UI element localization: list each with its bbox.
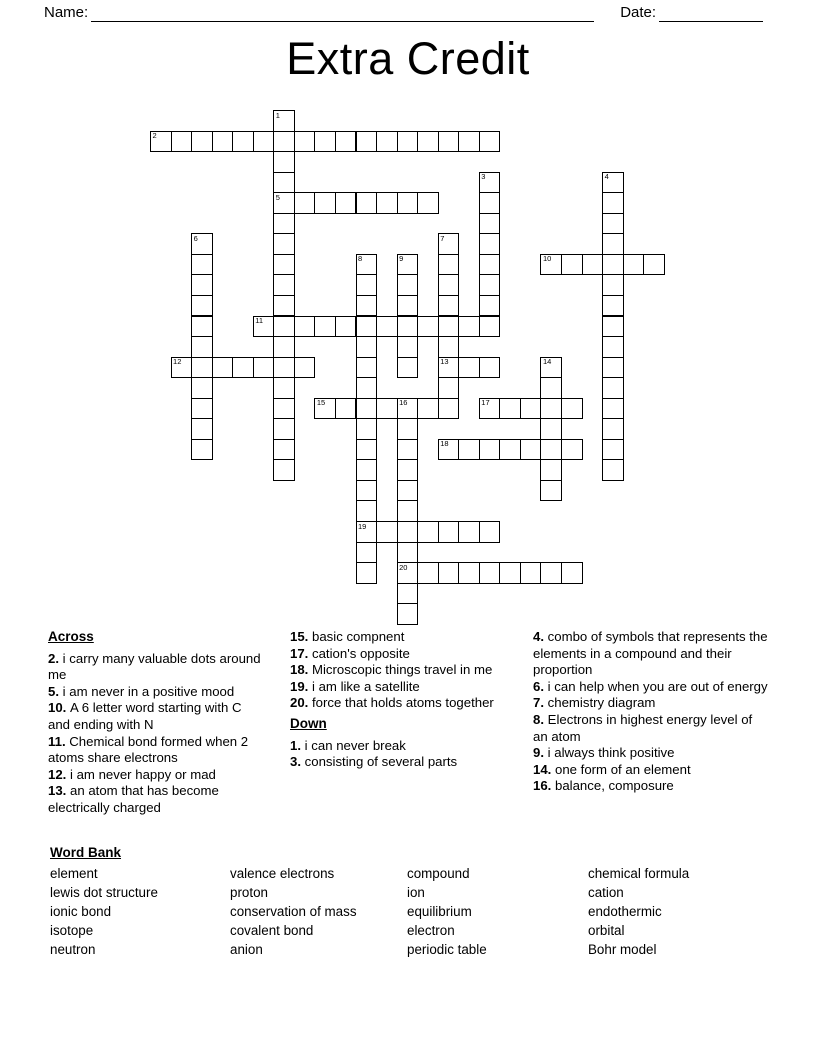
grid-cell — [356, 336, 378, 358]
grid-cell — [397, 500, 419, 522]
word-bank-item: anion — [230, 942, 263, 957]
grid-cell — [356, 398, 378, 420]
grid-cell — [540, 562, 562, 584]
grid-cell — [582, 254, 604, 276]
cell-number: 15 — [316, 398, 326, 408]
clue-number: 6. — [533, 678, 548, 694]
grid-cell — [397, 480, 419, 502]
cell-number: 13 — [440, 357, 449, 367]
grid-cell — [479, 295, 501, 317]
grid-cell — [602, 398, 624, 420]
word-bank-item: orbital — [588, 923, 625, 938]
cell-number: 4 — [604, 172, 609, 182]
word-bank-item: isotope — [50, 923, 94, 938]
grid-cell — [417, 316, 439, 338]
grid-cell — [540, 398, 562, 420]
grid-cell — [273, 254, 295, 276]
grid-cell — [273, 418, 295, 440]
cell-number: 18 — [440, 439, 449, 449]
down-heading: Down — [290, 715, 327, 731]
cell-number: 5 — [275, 192, 280, 202]
word-bank-column-3 — [407, 864, 487, 959]
cell-number: 11 — [255, 316, 264, 325]
grid-cell — [273, 233, 295, 255]
cell-number: 2 — [152, 131, 157, 141]
grid-cell — [602, 254, 624, 276]
grid-cell — [273, 295, 295, 317]
grid-cell — [376, 131, 398, 153]
grid-cell — [458, 439, 480, 461]
grid-cell — [356, 542, 378, 564]
grid-cell — [356, 192, 378, 214]
grid-cell — [397, 274, 419, 296]
clue-10: 10. A 6 letter word starting with C and ending with N — [48, 700, 242, 732]
grid-cell — [191, 295, 213, 317]
grid-cell — [191, 398, 213, 420]
grid-cell — [561, 398, 583, 420]
grid-cell — [273, 274, 295, 296]
grid-cell — [356, 480, 378, 502]
grid-cell — [520, 562, 542, 584]
clue-18: 18. Microscopic things travel in me — [290, 662, 493, 678]
word-bank-item: Bohr model — [588, 942, 657, 957]
grid-cell — [602, 233, 624, 255]
grid-cell — [171, 131, 193, 153]
grid-cell — [458, 562, 480, 584]
clue-14: 14. one form of an element — [533, 761, 691, 777]
grid-cell — [417, 131, 439, 153]
grid-cell — [479, 131, 501, 153]
clue-17: 17. cation's opposite — [290, 645, 410, 661]
clue-2: 2. i carry many valuable dots around me — [48, 650, 261, 683]
grid-cell — [458, 316, 480, 338]
grid-cell — [602, 439, 624, 461]
grid-cell — [397, 336, 419, 358]
word-bank-item: covalent bond — [230, 923, 314, 938]
clue-number: 20. — [290, 695, 312, 711]
grid-cell — [232, 131, 254, 153]
grid-cell — [438, 316, 460, 338]
grid-cell — [356, 459, 378, 481]
grid-cell — [643, 254, 665, 276]
clue-number: 10. — [48, 700, 70, 716]
grid-cell — [520, 398, 542, 420]
clue-column-3 — [533, 629, 769, 795]
word-bank-column-4 — [588, 864, 689, 959]
grid-cell — [561, 254, 583, 276]
cell-number: 19 — [358, 521, 367, 531]
clue-1: 1. i can never break — [290, 737, 406, 753]
grid-cell — [499, 562, 521, 584]
grid-cell — [458, 521, 480, 543]
cell-number: 9 — [399, 254, 404, 264]
grid-cell — [356, 562, 378, 584]
grid-cell — [397, 295, 419, 317]
word-bank-item: endothermic — [588, 904, 662, 919]
grid-cell — [212, 131, 234, 153]
grid-cell — [314, 131, 336, 153]
grid-cell — [191, 439, 213, 461]
clue-number: 12. — [48, 766, 70, 782]
grid-cell — [479, 274, 501, 296]
word-bank-item: cation — [588, 885, 624, 900]
grid-cell — [335, 316, 357, 338]
grid-cell — [479, 562, 501, 584]
worksheet-title: Extra Credit — [286, 33, 530, 84]
date-underline — [659, 3, 763, 22]
grid-cell — [602, 357, 624, 379]
clue-15: 15. basic compnent — [290, 629, 405, 644]
grid-cell — [191, 357, 213, 379]
grid-cell — [191, 131, 213, 153]
grid-cell — [458, 357, 480, 379]
grid-cell — [397, 439, 419, 461]
grid-cell — [376, 316, 398, 338]
grid-cell — [397, 542, 419, 564]
clue-number: 13. — [48, 783, 70, 799]
grid-cell — [356, 500, 378, 522]
grid-cell — [397, 418, 419, 440]
grid-cell — [438, 521, 460, 543]
clue-20: 20. force that holds atoms together — [290, 695, 494, 711]
grid-cell — [602, 316, 624, 338]
word-bank-item: electron — [407, 923, 455, 938]
word-bank-item: valence electrons — [230, 866, 335, 881]
cell-number: 17 — [481, 398, 490, 408]
clue-12: 12. i am never happy or mad — [48, 766, 216, 782]
grid-cell — [356, 316, 378, 338]
cell-number: 12 — [173, 357, 182, 367]
grid-cell — [438, 336, 460, 358]
grid-cell — [397, 254, 419, 276]
clue-number: 19. — [290, 678, 312, 694]
grid-cell — [479, 316, 501, 338]
grid-cell — [397, 583, 419, 605]
grid-cell — [253, 316, 275, 338]
word-bank-item: compound — [407, 866, 470, 881]
grid-cell — [479, 521, 501, 543]
grid-cell — [273, 439, 295, 461]
grid-cell — [397, 459, 419, 481]
clue-number: 11. — [48, 733, 70, 749]
grid-cell — [376, 521, 398, 543]
grid-cell — [294, 316, 316, 338]
grid-cell — [376, 398, 398, 420]
grid-cell — [335, 192, 357, 214]
grid-cell — [602, 172, 624, 194]
word-bank-item: conservation of mass — [230, 904, 357, 919]
grid-cell — [438, 439, 460, 461]
clue-number: 2. — [48, 650, 63, 666]
grid-cell — [294, 357, 316, 379]
grid-cell — [417, 398, 439, 420]
clue-9: 9. i always think positive — [533, 745, 675, 761]
grid-cell — [150, 131, 172, 153]
name-underline — [91, 3, 594, 22]
grid-cell — [520, 439, 542, 461]
clue-number: 18. — [290, 662, 312, 678]
grid-cell — [356, 521, 378, 543]
grid-cell — [376, 192, 398, 214]
clue-5: 5. i am never in a positive mood — [48, 683, 235, 699]
word-bank-item: lewis dot structure — [50, 885, 158, 900]
clue-number: 5. — [48, 683, 63, 699]
grid-cell — [191, 418, 213, 440]
header — [44, 3, 774, 22]
word-bank-column-1 — [50, 864, 158, 959]
clue-19: 19. i am like a satellite — [290, 678, 420, 694]
grid-cell — [479, 233, 501, 255]
clue-number: 1. — [290, 737, 305, 753]
grid-cell — [356, 357, 378, 379]
grid-cell — [540, 480, 562, 502]
grid-cell — [479, 357, 501, 379]
clue-number: 9. — [533, 745, 548, 761]
grid-cell — [273, 172, 295, 194]
word-bank-item: ionic bond — [50, 904, 112, 919]
grid-cell — [191, 254, 213, 276]
grid-cell — [191, 377, 213, 399]
word-bank-item: periodic table — [407, 942, 487, 957]
grid-cell — [540, 439, 562, 461]
grid-cell — [356, 377, 378, 399]
grid-cell — [540, 418, 562, 440]
clue-number: 17. — [290, 645, 312, 661]
grid-cell — [294, 192, 316, 214]
clue-7: 7. chemistry diagram — [533, 695, 656, 711]
grid-cell — [602, 192, 624, 214]
grid-cell — [397, 603, 419, 625]
word-bank-item: ion — [407, 885, 425, 900]
grid-cell — [540, 254, 562, 276]
grid-cell — [479, 398, 501, 420]
grid-cell — [561, 562, 583, 584]
grid-cell — [273, 213, 295, 235]
grid-cell — [171, 357, 193, 379]
grid-cell — [335, 131, 357, 153]
cell-number: 6 — [193, 233, 198, 243]
cell-number: 8 — [358, 254, 363, 264]
cell-number: 20 — [399, 562, 408, 572]
grid-cell — [397, 131, 419, 153]
grid-cell — [273, 357, 295, 379]
grid-cell — [479, 254, 501, 276]
word-bank-heading: Word Bank — [50, 845, 122, 860]
name-label: Name: — [44, 4, 89, 21]
cell-number: 14 — [542, 357, 552, 367]
grid-cell — [356, 439, 378, 461]
clue-number: 14. — [533, 761, 555, 777]
grid-cell — [602, 274, 624, 296]
grid-cell — [540, 377, 562, 399]
grid-cell — [458, 131, 480, 153]
grid-cell — [191, 316, 213, 338]
word-bank-item: chemical formula — [588, 866, 690, 881]
grid-cell — [438, 233, 460, 255]
grid-cell — [294, 131, 316, 153]
grid-cell — [540, 459, 562, 481]
clue-11: 11. Chemical bond formed when 2 atoms share electrons — [48, 733, 249, 766]
clue-number: 3. — [290, 754, 305, 770]
grid-cell — [397, 357, 419, 379]
grid-cell — [499, 439, 521, 461]
grid-cell — [602, 377, 624, 399]
grid-cell — [356, 418, 378, 440]
grid-cell — [335, 398, 357, 420]
clue-16: 16. balance, composure — [533, 778, 674, 794]
grid-cell — [417, 521, 439, 543]
word-bank-item: neutron — [50, 942, 96, 957]
clue-number: 4. — [533, 629, 548, 644]
grid-cell — [417, 192, 439, 214]
clue-6: 6. i can help when you are out of energy — [533, 678, 768, 694]
cell-number: 16 — [399, 398, 408, 408]
grid-cell — [602, 336, 624, 358]
grid-cell — [397, 398, 419, 420]
clue-8: 8. Electrons in highest energy level of an atom — [533, 711, 753, 744]
grid-cell — [191, 274, 213, 296]
grid-cell — [602, 418, 624, 440]
grid-cell — [191, 336, 213, 358]
grid-cell — [191, 233, 213, 255]
grid-cell — [273, 377, 295, 399]
grid-cell — [540, 357, 562, 379]
across-heading: Across — [48, 629, 94, 644]
word-bank-item: proton — [230, 885, 268, 900]
grid-cell — [397, 521, 419, 543]
grid-cell — [273, 336, 295, 358]
grid-cell — [438, 131, 460, 153]
grid-cell — [417, 562, 439, 584]
grid-cell — [273, 131, 295, 153]
grid-cell — [253, 131, 275, 153]
grid-cell — [438, 398, 460, 420]
cell-number: 3 — [481, 172, 486, 182]
clue-column-1 — [48, 629, 262, 817]
cell-number: 7 — [440, 233, 445, 243]
grid-cell — [602, 213, 624, 235]
word-bank-item: equilibrium — [407, 904, 472, 919]
grid-cell — [438, 254, 460, 276]
grid-cell — [479, 439, 501, 461]
grid-cell — [479, 213, 501, 235]
grid-cell — [314, 316, 336, 338]
grid-cell — [253, 357, 275, 379]
grid-cell — [623, 254, 645, 276]
grid-cell — [499, 398, 521, 420]
clue-3: 3. consisting of several parts — [290, 754, 458, 770]
grid-cell — [314, 192, 336, 214]
grid-cell — [561, 439, 583, 461]
clue-column-2 — [290, 629, 509, 771]
crossword-grid — [150, 110, 666, 626]
clue-number: 8. — [533, 711, 548, 727]
grid-cell — [479, 172, 501, 194]
grid-cell — [273, 316, 295, 338]
grid-cell — [602, 459, 624, 481]
grid-cell — [314, 398, 336, 420]
grid-cell — [438, 357, 460, 379]
grid-cell — [273, 151, 295, 173]
date-label: Date: — [620, 4, 657, 21]
grid-cell — [356, 295, 378, 317]
grid-cell — [397, 316, 419, 338]
grid-cell — [397, 562, 419, 584]
clue-number: 7. — [533, 695, 548, 711]
grid-cell — [438, 562, 460, 584]
clue-4: 4. combo of symbols that represents the elements in a compound and their proportion — [533, 629, 768, 678]
grid-cell — [212, 357, 234, 379]
grid-cell — [232, 357, 254, 379]
cell-number: 10 — [542, 254, 552, 264]
grid-cell — [438, 295, 460, 317]
grid-cell — [438, 274, 460, 296]
grid-cell — [273, 192, 295, 214]
cell-number: 1 — [275, 110, 280, 120]
grid-cell — [356, 254, 378, 276]
grid-cell — [273, 398, 295, 420]
word-bank-column-2 — [230, 864, 357, 959]
grid-cell — [356, 131, 378, 153]
clue-number: 16. — [533, 778, 555, 794]
grid-cell — [356, 274, 378, 296]
word-bank-item: element — [50, 866, 98, 881]
grid-cell — [602, 295, 624, 317]
clue-13: 13. an atom that has become electrically charged — [48, 783, 219, 815]
grid-cell — [273, 110, 295, 132]
grid-cell — [438, 377, 460, 399]
grid-cell — [397, 192, 419, 214]
clue-number: 15. — [290, 629, 312, 644]
grid-cell — [273, 459, 295, 481]
grid-cell — [479, 192, 501, 214]
